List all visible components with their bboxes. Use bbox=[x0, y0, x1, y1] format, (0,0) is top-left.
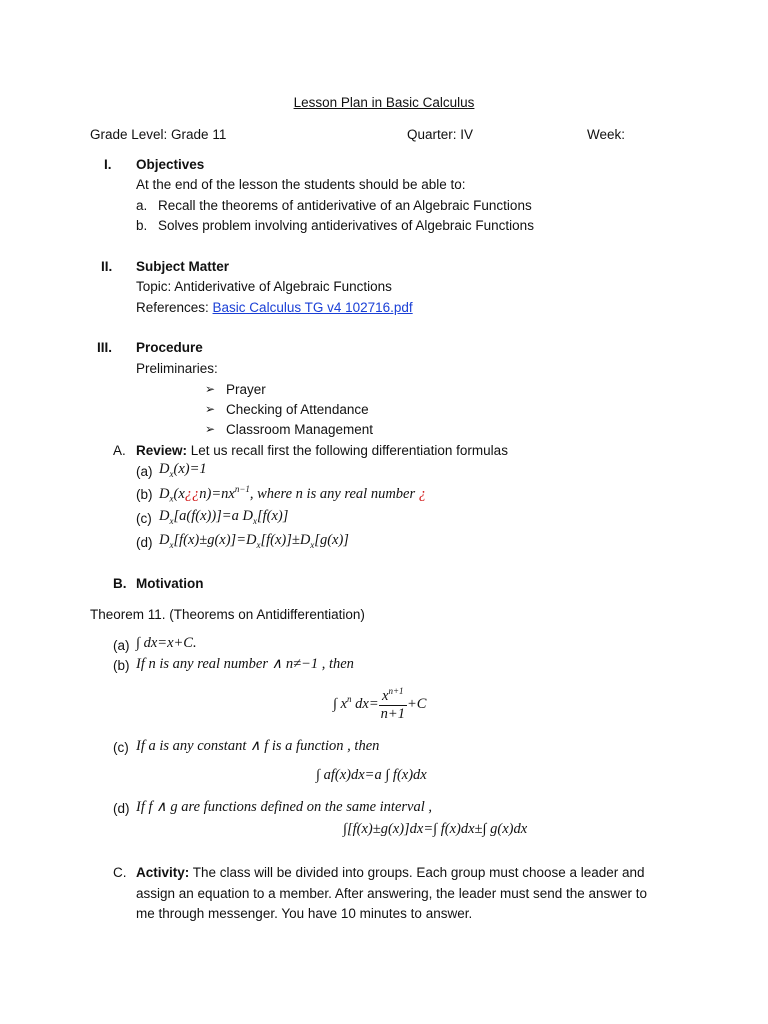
subject-heading: Subject Matter bbox=[136, 259, 230, 274]
activity-label: C. bbox=[113, 865, 127, 880]
review-item-label-c: (c) bbox=[136, 511, 152, 526]
subject-topic: Topic: Antiderivative of Algebraic Functions bbox=[136, 279, 392, 294]
review-line bbox=[136, 443, 508, 458]
preliminary-item-prayer: Prayer bbox=[226, 382, 266, 397]
objective-text-b: Solves problem involving antiderivatives of Algebraic Functions bbox=[158, 218, 534, 233]
motivation-label: B. bbox=[113, 576, 127, 591]
objectives-heading: Objectives bbox=[136, 157, 205, 172]
procedure-heading: Procedure bbox=[136, 340, 203, 355]
objective-text-a: Recall the theorems of antiderivative of an Algebraic Functions bbox=[158, 198, 532, 213]
motivation-heading: Motivation bbox=[136, 576, 204, 591]
objective-label-a: a. bbox=[136, 198, 148, 213]
grade-level: Grade Level: Grade 11 bbox=[90, 127, 227, 142]
theorem-text-c: If a is any constant ∧ f is a function , then bbox=[136, 738, 380, 754]
review-item-label-a: (a) bbox=[136, 464, 153, 479]
activity-bold: Activity: bbox=[136, 865, 190, 880]
activity-text-1: The class will be divided into groups. Each group must choose a leader and bbox=[189, 865, 645, 880]
objectives-intro: At the end of the lesson the students should be able to: bbox=[136, 177, 466, 192]
theorem-title: Theorem 11. (Theorems on Antidifferentiation) bbox=[90, 607, 365, 622]
review-formula-c: $D_x[a(f(x))]=a$ $D_x[f(x)]$ bbox=[159, 508, 289, 526]
theorem-label-a: (a) bbox=[113, 638, 130, 653]
review-text: Let us recall first the following differentiation formulas bbox=[187, 443, 508, 458]
arrow-bullet-icon: ➢ bbox=[205, 402, 216, 416]
theorem-label-b: (b) bbox=[113, 658, 130, 673]
activity-line-2: assign an equation to a member. After answering, the leader must send the answer to bbox=[136, 886, 648, 901]
subject-numeral: II. bbox=[101, 259, 113, 274]
theorem-c-formula: ∫ af(x)dx=a ∫ f(x)dx bbox=[316, 767, 427, 783]
review-item-label-d: (d) bbox=[136, 535, 153, 550]
theorem-label-d: (d) bbox=[113, 801, 130, 816]
objective-label-b: b. bbox=[136, 218, 148, 233]
theorem-text-b: If n is any real number ∧ n≠−1 , then bbox=[136, 656, 354, 672]
review-item-label-b: (b) bbox=[136, 487, 153, 502]
theorem-d-formula: ∫[f(x)±g(x)]dx=∫ f(x)dx±∫ g(x)dx bbox=[343, 821, 528, 837]
arrow-bullet-icon: ➢ bbox=[205, 422, 216, 436]
references-label: References: bbox=[136, 300, 213, 315]
objectives-numeral: I. bbox=[104, 157, 112, 172]
arrow-bullet-icon: ➢ bbox=[205, 382, 216, 396]
preliminary-item-attendance: Checking of Attendance bbox=[226, 402, 369, 417]
preliminary-item-classroom: Classroom Management bbox=[226, 422, 374, 437]
review-bold: Review: bbox=[136, 443, 188, 458]
activity-line-1 bbox=[136, 865, 645, 880]
review-label: A. bbox=[113, 443, 126, 458]
theorem-b-lhs: ∫ $x^n$ dx= bbox=[333, 693, 379, 712]
review-formula-d: $D_x[f(x)\pm g(x)]=D_x[f(x)]\pm D_x[g(x)]$ bbox=[159, 532, 349, 550]
document-title: Lesson Plan in Basic Calculus bbox=[293, 95, 475, 110]
theorem-b-formula bbox=[333, 686, 426, 723]
theorem-text-d: If f ∧ g are functions defined on the same interval , bbox=[136, 799, 432, 815]
theorem-b-denominator: n+1 bbox=[380, 705, 405, 722]
subject-references bbox=[136, 300, 413, 315]
theorem-label-c: (c) bbox=[113, 740, 129, 755]
preliminaries-label: Preliminaries: bbox=[136, 361, 218, 376]
theorem-b-fraction bbox=[379, 686, 407, 723]
theorem-b-rhs: +C bbox=[406, 695, 427, 712]
quarter: Quarter: IV bbox=[407, 127, 474, 142]
review-formula-b: $D_x(x¿¿n)=nx^{n-1}$, where n is any real number ¿ bbox=[159, 484, 427, 504]
week: Week: bbox=[587, 127, 626, 142]
references-link[interactable]: Basic Calculus TG v4 102716.pdf bbox=[212, 300, 413, 315]
review-formula-a: $D_x(x)=1$ bbox=[159, 461, 207, 479]
procedure-numeral: III. bbox=[97, 340, 113, 355]
theorem-b-numerator: $x^{n+1}$ bbox=[379, 686, 407, 706]
activity-line-3: me through messenger. You have 10 minutes to answer. bbox=[136, 906, 473, 921]
theorem-text-a: ∫ dx=x+C. bbox=[136, 635, 197, 651]
